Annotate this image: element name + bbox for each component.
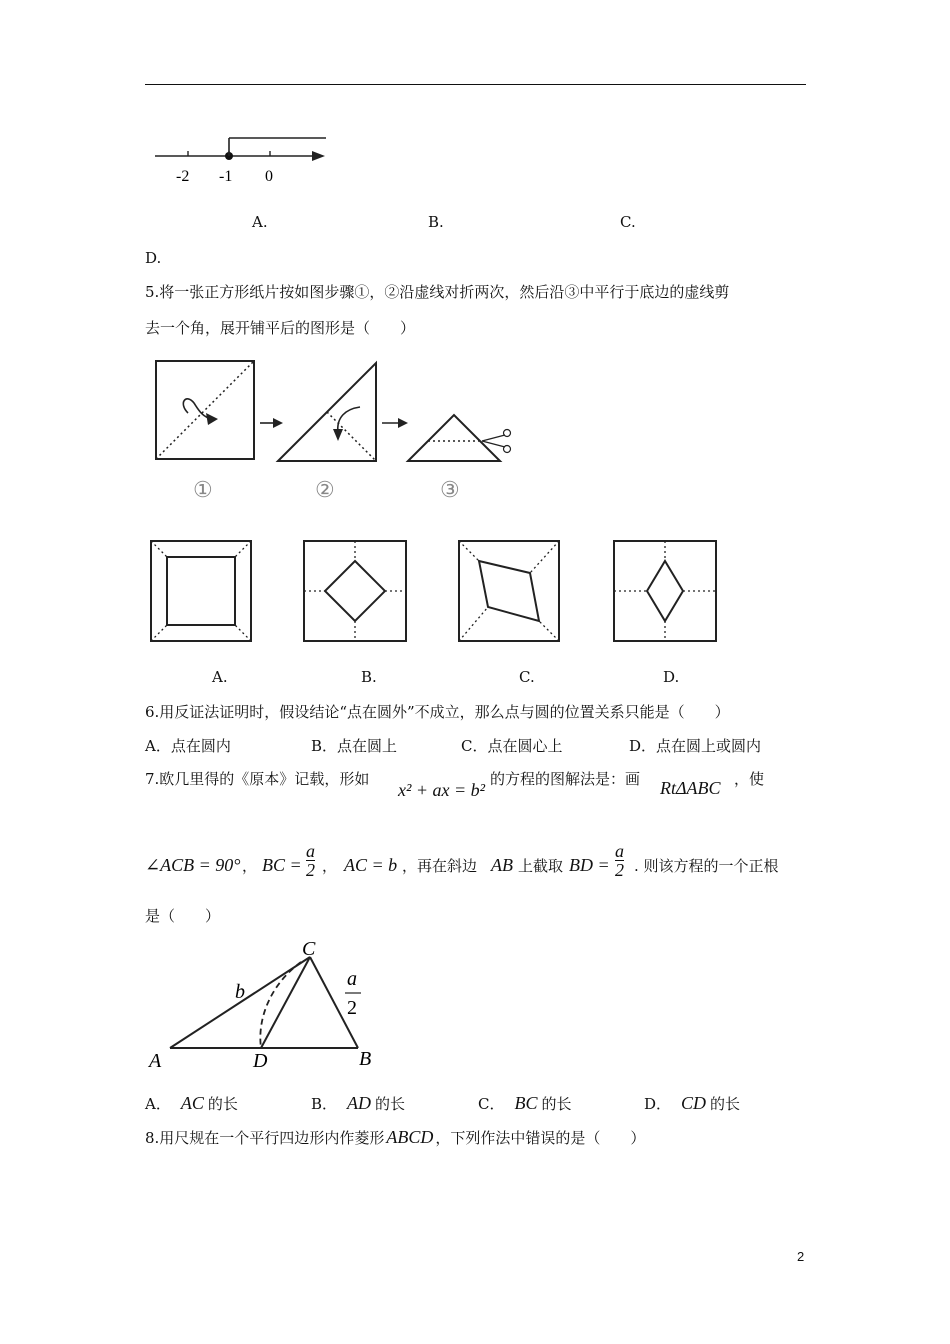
q6-option-b[interactable]: B．点在圆上 [311,737,398,755]
option-tail: 的长 [541,1095,572,1113]
q7-triangle-name: RtΔABC [660,778,721,798]
q7-triangle-figure [145,940,385,1075]
q5-option-a[interactable]: A. [212,668,228,686]
vertex-label-c: C [302,938,316,960]
step-label: ① [193,477,213,502]
q7-option-d[interactable] [644,1093,740,1114]
q7-equation: x² + ax = b² [398,780,486,800]
q8-text [145,1127,645,1148]
side-label-two: 2 [347,997,357,1019]
q7-mid: ，再在斜边 [402,857,478,875]
q7-option-c[interactable] [478,1093,572,1114]
fraction-denominator: 2 [306,860,315,880]
q7-ab: AB [491,855,513,875]
option-math: AD [347,1093,372,1113]
q7-text-a: 7.欧几里得的《原本》记载，形如 [145,770,370,788]
q7-comma-2: ， [322,857,338,875]
option-tail: 的长 [207,1095,238,1113]
step-label: ② [315,477,335,502]
q4-option-c[interactable]: C. [620,213,636,231]
q7-mid2: 上截取 [518,857,564,875]
q5-text-line2: 去一个角，展开铺平后的图形是（ ） [145,319,416,337]
q5-steps-figure [150,355,530,505]
q5-option-b[interactable]: B. [361,668,377,686]
q4-number-line [150,130,340,190]
q7-option-a[interactable] [145,1093,238,1114]
q8-rhombus-name: ABCD [386,1127,434,1147]
option-letter: C． [478,1095,505,1113]
tick-label: 0 [265,168,273,185]
q7-text-d: 是（ ） [145,907,221,925]
q5-option-d[interactable]: D. [663,668,680,686]
q5-text-line1: 5.将一张正方形纸片按如图步骤①，②沿虚线对折两次，然后沿③中平行于底边的虚线剪 [145,283,730,301]
q7-comma-1: ， [242,857,258,875]
q7-option-b[interactable] [311,1093,405,1114]
q7-text-b: 的方程的图解法是：画 [490,770,641,788]
side-label-a: a [347,968,357,990]
q6-option-a[interactable]: A．点在圆内 [145,737,231,755]
q7-ac: AC = b [344,855,398,875]
q4-option-a[interactable]: A. [252,213,268,231]
option-math: AC [180,1093,204,1113]
q8-text-a: 8.用尺规在一个平行四边形内作菱形 [145,1129,385,1147]
q6-option-c[interactable]: C．点在圆心上 [461,737,563,755]
vertex-label-b: B [359,1048,372,1070]
step-label: ③ [440,477,460,502]
q5-options-figure [145,535,725,650]
tick-label: -1 [219,168,233,185]
q7-bd: BD = [569,855,610,875]
q7-bc-fraction [306,842,315,879]
vertex-label-a: A [149,1050,162,1072]
q6-text: 6.用反证法证明时，假设结论“点在圆外”不成立，那么点与圆的位置关系只能是（ ） [145,703,730,721]
option-tail: 的长 [375,1095,406,1113]
q7-text-c: ，使 [734,770,765,788]
q7-bd-fraction [615,842,624,879]
q7-end: . 则该方程的一个正根 [634,857,779,875]
page-number: 2 [797,1249,805,1264]
q8-text-b: ，下列作法中错误的是（ ） [435,1129,646,1147]
vertex-label-d: D [253,1050,268,1072]
option-tail: 的长 [710,1095,741,1113]
fraction-numerator: a [615,841,624,861]
option-letter: B． [311,1095,338,1113]
tick-label: -2 [176,168,190,185]
q7-angle: ∠ACB = 90° [145,855,241,875]
option-letter: D． [644,1095,672,1113]
q7-bc: BC = [262,855,302,875]
q4-option-b[interactable]: B. [428,213,444,231]
option-math: CD [681,1093,707,1113]
q5-option-c[interactable]: C. [519,668,535,686]
fraction-denominator: 2 [615,860,624,880]
side-label-b: b [235,981,245,1003]
header-rule [145,84,806,85]
fraction-numerator: a [306,841,315,861]
q4-option-d[interactable]: D. [145,249,162,267]
option-letter: A． [145,1095,171,1113]
q6-option-d[interactable]: D．点在圆上或圆内 [629,737,762,755]
option-math: BC [514,1093,538,1113]
